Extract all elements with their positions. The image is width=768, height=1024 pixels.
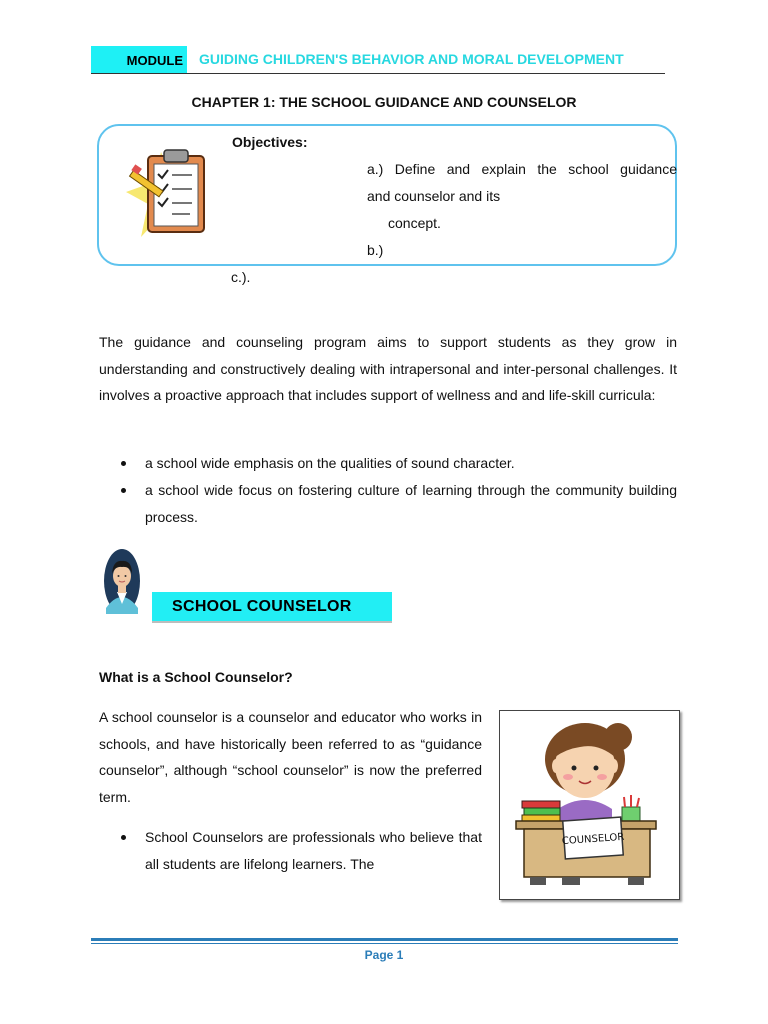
counselor-avatar-icon	[103, 548, 141, 614]
objective-c: c.).	[231, 269, 251, 285]
bullet-icon	[121, 835, 126, 840]
footer-divider-thin	[91, 943, 678, 944]
objective-a-line1: a.) Define and explain the school guidance	[367, 161, 677, 177]
list-item-text: a school wide focus on fostering culture of learning through the community building process.	[145, 482, 677, 525]
list-item-text: School Counselors are professionals who believe that all students are lifelong learners. The	[145, 829, 482, 872]
bullet-icon	[121, 488, 126, 493]
counselor-bullet-list	[99, 824, 482, 878]
counselor-illustration	[499, 710, 680, 900]
page-number: Page 1	[364, 948, 404, 962]
clipboard-icon	[126, 142, 216, 242]
objective-b: b.)	[367, 242, 384, 258]
counselor-sign-text: COUNSELOR	[561, 831, 625, 848]
header-divider	[91, 73, 665, 74]
chapter-title: CHAPTER 1: THE SCHOOL GUIDANCE AND COUNSELOR	[191, 94, 577, 110]
module-title: GUIDING CHILDREN'S BEHAVIOR AND MORAL DEVELOPMENT	[199, 51, 624, 67]
objectives-heading: Objectives:	[232, 134, 308, 150]
teacher-at-desk-icon	[500, 711, 679, 899]
module-tag: MODULE	[91, 46, 187, 74]
list-item	[99, 824, 482, 878]
program-bullet-list	[99, 450, 677, 531]
objective-a-line3: concept.	[388, 215, 441, 231]
objective-a-line2: and counselor and its	[367, 188, 501, 204]
footer-divider-thick	[91, 938, 678, 941]
list-item	[99, 477, 677, 531]
question-heading: What is a School Counselor?	[99, 669, 293, 685]
intro-paragraph: The guidance and counseling program aims to support students as they grow in understanding and constructively dealing with intrapersonal and inter-personal challenges. It involves a proactive approach that includes support of wellness and and life-skill curricula:	[99, 334, 677, 403]
list-item	[99, 450, 677, 477]
bullet-icon	[121, 461, 126, 466]
section-banner: SCHOOL COUNSELOR	[152, 592, 392, 623]
definition-paragraph: A school counselor is a counselor and educator who works in schools, and have historically been referred to as “guidance counselor”, although “school counselor” is now the preferred term.	[99, 709, 482, 805]
list-item-text: a school wide emphasis on the qualities of sound character.	[145, 455, 515, 471]
